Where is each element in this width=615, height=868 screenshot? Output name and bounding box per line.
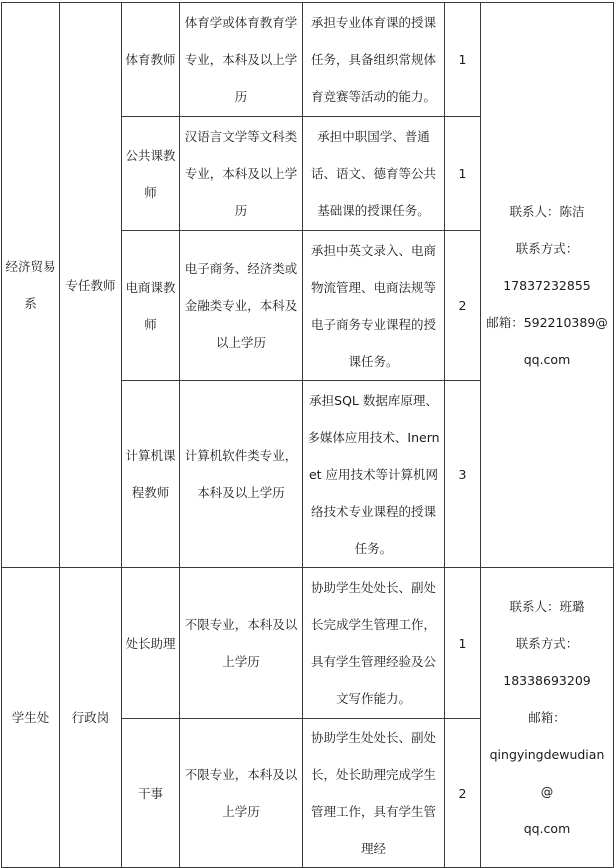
requirement-cell: 体育学或体育教育学专业，本科及以上学历 [180,3,303,117]
contact-phone-label: 联系方式： [515,240,579,256]
contact-email-domain: qq.com [523,821,571,836]
contact-email-domain: qq.com [523,351,571,367]
headcount-cell: 2 [445,719,481,868]
recruitment-table [1,2,614,868]
position-title-cell: 计算机课程教师 [122,381,180,568]
department-name-cell: 学生处 [2,568,60,868]
duty-cell: 协助学生处处长、副处长，处长助理完成学生管理工作，具有学生管理经 [303,719,445,868]
position-type-cell: 专任教师 [60,3,122,568]
contact-email: 邮箱：592210389@ [486,314,608,330]
contact-person: 联系人：陈洁 [509,203,585,219]
headcount-cell: 1 [445,3,481,117]
table-row [2,3,614,117]
requirement-cell: 不限专业，本科及以上学历 [180,568,303,719]
contact-person: 联系人：班璐 [509,599,585,614]
headcount-cell: 2 [445,231,481,381]
headcount-cell: 1 [445,568,481,719]
contact-phone: 17837232855 [503,277,591,293]
duty-cell: 承担SQL 数据库原理、多媒体应用技术、Inernet 应用技术等计算机网络技术专业课程的授课任务。 [303,381,445,568]
contact-email: 邮箱： [528,710,566,725]
requirement-cell: 不限专业，本科及以上学历 [180,719,303,868]
position-title-cell: 电商课教师 [122,231,180,381]
contact-cell [481,568,614,868]
contact-phone: 18338693209 [503,673,591,688]
duty-cell: 承担中英文录入、电商物流管理、电商法规等电子商务专业课程的授课任务。 [303,231,445,381]
requirement-cell: 计算机软件类专业，本科及以上学历 [180,381,303,568]
position-title-cell: 干事 [122,719,180,868]
position-type-cell: 行政岗 [60,568,122,868]
department-name-cell: 经济贸易系 [2,3,60,568]
table-row [2,568,614,719]
headcount-cell: 3 [445,381,481,568]
duty-cell: 承担专业体育课的授课任务，具备组织常规体育竞赛等活动的能力。 [303,3,445,117]
requirement-cell: 汉语言文学等文科类专业，本科及以上学历 [180,117,303,231]
position-title-cell: 公共课教师 [122,117,180,231]
contact-email-user: qingyingdewudian@ [489,747,605,799]
duty-cell: 协助学生处处长、副处长完成学生管理工作，具有学生管理经验及公文写作能力。 [303,568,445,719]
position-title-cell: 体育教师 [122,3,180,117]
headcount-cell: 1 [445,117,481,231]
position-title-cell: 处长助理 [122,568,180,719]
contact-cell [481,3,614,568]
requirement-cell: 电子商务、经济类或金融类专业，本科及以上学历 [180,231,303,381]
contact-phone-label: 联系方式： [515,636,579,651]
duty-cell: 承担中职国学、普通话、语文、德育等公共基础课的授课任务。 [303,117,445,231]
